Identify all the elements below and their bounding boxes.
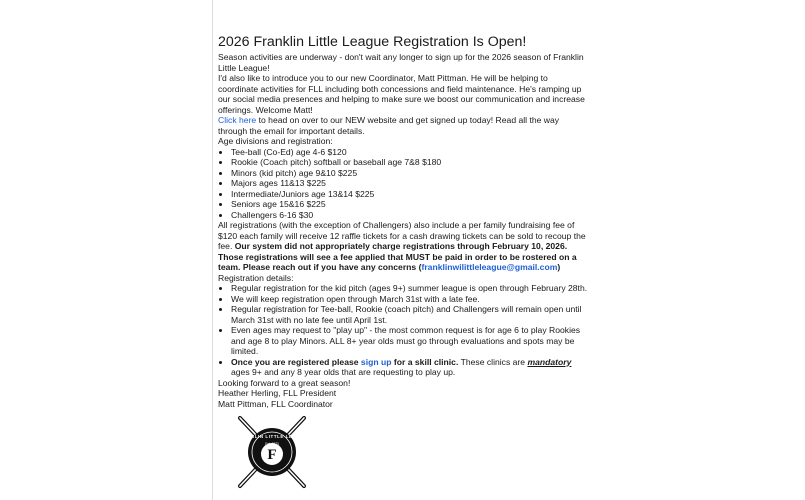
- fee-text: All registrations (with the exception of Challengers) also include a per family fundraising fee of $120 each family will receive 12 raffle tickets for a cash drawing tickets can be sold to recoup the fee.: [218, 220, 586, 251]
- signature-president: Heather Herling, FLL President: [218, 388, 337, 398]
- registration-item: • Regular registration for the kid pitch (ages 9+) summer league is open through February 28th.: [231, 283, 590, 294]
- division-item: • Tee-ball (Co-Ed) age 4-6 $120: [231, 147, 590, 158]
- page-title: 2026 Franklin Little League Registration Is Open!: [218, 34, 527, 50]
- click-here-paragraph: [218, 115, 590, 136]
- division-item: • Majors ages 11&13 $225: [231, 178, 590, 189]
- age-divisions-heading: Age divisions and registration:: [218, 136, 333, 146]
- division-item: • Minors (kid pitch) age 9&10 $225: [231, 168, 590, 179]
- registration-details-heading: Registration details:: [218, 272, 294, 283]
- division-item: • Rookie (Coach pitch) softball or baseball age 7&8 $180: [231, 157, 590, 168]
- fee-paragraph: [218, 220, 590, 273]
- sign-up-link[interactable]: sign up: [360, 356, 392, 367]
- division-item: • Challengers 6-16 $30: [231, 210, 590, 221]
- division-item: • Seniors age 15&16 $225: [231, 199, 590, 210]
- article-body: [218, 34, 590, 409]
- division-item: • Intermediate/Juniors age 13&14 $225: [231, 189, 590, 200]
- registration-item: • We will keep registration open through March 31st with a late fee.: [231, 294, 590, 305]
- closing-line: Looking forward to a great season!: [218, 377, 351, 388]
- clinic-text: These clinics are: [458, 356, 528, 367]
- mandatory-text: mandatory: [527, 356, 572, 367]
- email-link[interactable]: franklinwilittleleague@gmail.com: [421, 262, 558, 272]
- clinic-bold: [231, 357, 458, 367]
- fee-close: ): [557, 262, 561, 272]
- clinic-bold-text-2: for a skill clinic.: [391, 356, 459, 367]
- clinic-item: [231, 357, 590, 378]
- signature-coordinator: Matt Pittman, FLL Coordinator: [218, 398, 333, 409]
- intro-paragraph: Season activities are underway - don't wait any longer to sign up for the 2026 season of Franklin Little League!: [218, 52, 584, 73]
- divisions-list: [218, 147, 590, 221]
- logo-est: Est. 1973: [265, 442, 279, 446]
- clinic-bold-text: Once you are registered please: [231, 356, 361, 367]
- franklin-little-league-logo: [234, 414, 310, 490]
- registration-list: [218, 283, 590, 378]
- registration-item: • Even ages may request to "play up" - the most common request is for age 6 to play Rookies and age 8 to play Minors. ALL 8+ year olds must go through evaluations and spots may be limited.: [231, 325, 590, 357]
- clinic-text-2: ages 9+ and any 8 year olds that are requesting to play up.: [231, 367, 456, 377]
- logo-graphic: [234, 414, 310, 490]
- click-here-text: to head on over to our NEW website and get signed up today! Read all the way through the email for important details.: [218, 115, 560, 136]
- logo-letter: F: [267, 447, 277, 463]
- fee-notice-text: Our system did not appropriately charge registrations through February 10, 2026. Those registrations will see a fee applied that MUST be paid in order to be rostered on a team. Please reach out if you have any concerns (: [218, 241, 577, 272]
- fee-notice: [218, 241, 577, 272]
- coordinator-paragraph: I'd also like to introduce you to our new Coordinator, Matt Pittman. He will be helping to coordinate activities for FLL including both concessions and field maintenance. He's ramping up our social media presences and helping to make sure we boost our communication and increase offerings. Welcome Matt!: [218, 73, 585, 115]
- registration-item: • Regular registration for Tee-ball, Rookie (coach pitch) and Challengers will remain open until March 31st with no late fee until April 1st.: [231, 304, 590, 325]
- click-here-link[interactable]: Click here: [218, 115, 257, 125]
- page-divider: [212, 0, 213, 500]
- logo-ring-text: FRANKLIN LITTLE LEAGUE: [236, 434, 308, 439]
